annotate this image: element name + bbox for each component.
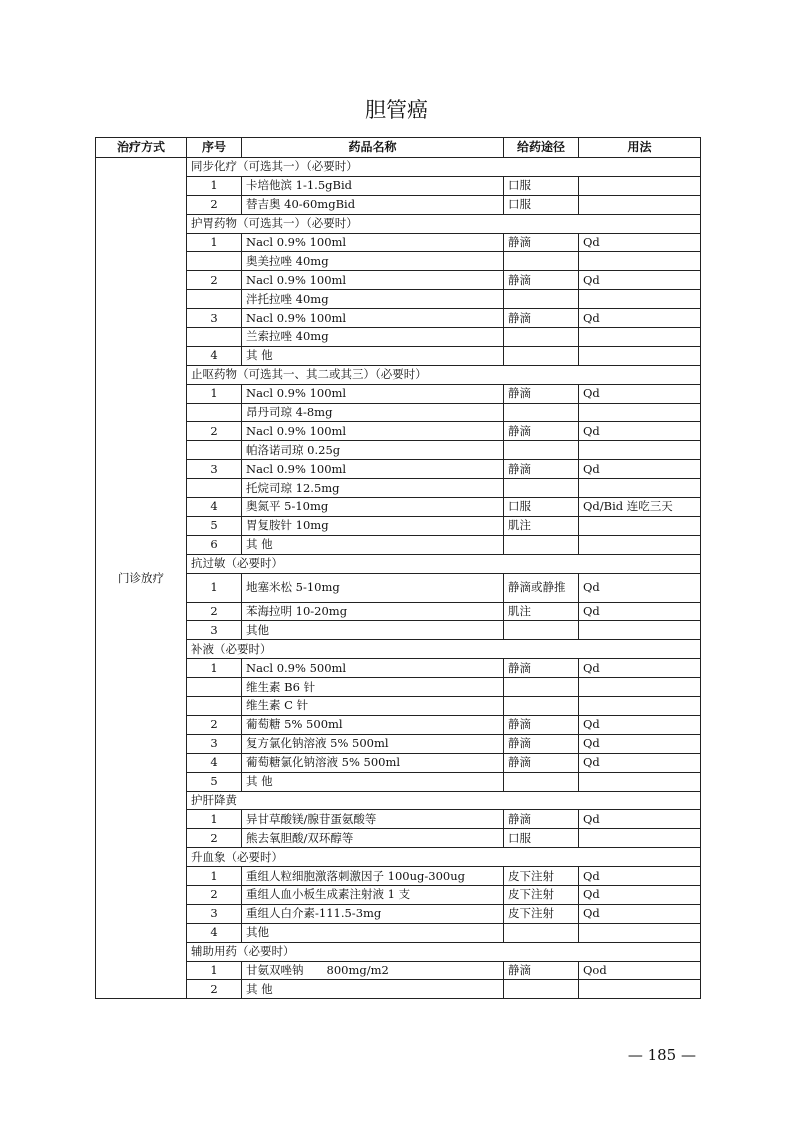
drug-name-cell: 重组人粒细胞激落刺激因子 100ug-300ug bbox=[242, 867, 504, 886]
route-cell: 肌注 bbox=[504, 602, 579, 621]
seq-cell: 3 bbox=[187, 309, 242, 328]
usage-cell bbox=[579, 678, 701, 697]
group-header-row bbox=[96, 158, 701, 177]
seq-cell: 4 bbox=[187, 346, 242, 365]
seq-cell: 2 bbox=[187, 980, 242, 999]
group-label: 辅助用药（必要时） bbox=[187, 942, 701, 961]
seq-cell bbox=[187, 290, 242, 309]
table-row bbox=[96, 479, 701, 498]
usage-cell bbox=[579, 328, 701, 347]
header-route: 给药途径 bbox=[504, 138, 579, 158]
table-row bbox=[96, 697, 701, 716]
drug-name-cell: 重组人血小板生成素注射液 1 支 bbox=[242, 885, 504, 904]
usage-cell: Qd bbox=[579, 573, 701, 602]
route-cell bbox=[504, 923, 579, 942]
drug-name-cell: 维生素 C 针 bbox=[242, 697, 504, 716]
drug-table bbox=[95, 137, 701, 999]
usage-cell: Qd bbox=[579, 602, 701, 621]
route-cell: 静滴 bbox=[504, 233, 579, 252]
group-header-row bbox=[96, 554, 701, 573]
table-row bbox=[96, 678, 701, 697]
usage-cell bbox=[579, 346, 701, 365]
group-label: 护胃药物（可选其一）（必要时） bbox=[187, 214, 701, 233]
route-cell: 静滴 bbox=[504, 659, 579, 678]
seq-cell: 1 bbox=[187, 233, 242, 252]
group-header-row bbox=[96, 791, 701, 810]
seq-cell: 1 bbox=[187, 659, 242, 678]
seq-cell: 2 bbox=[187, 885, 242, 904]
seq-cell: 5 bbox=[187, 772, 242, 791]
seq-cell bbox=[187, 678, 242, 697]
seq-cell bbox=[187, 328, 242, 347]
drug-name-cell: Nacl 0.9% 100ml bbox=[242, 384, 504, 403]
usage-cell: Qd bbox=[579, 384, 701, 403]
route-cell: 静滴或静推 bbox=[504, 573, 579, 602]
drug-name-cell: 甘氨双唑钠 800mg/m2 bbox=[242, 961, 504, 980]
route-cell: 口服 bbox=[504, 498, 579, 517]
seq-cell: 1 bbox=[187, 810, 242, 829]
drug-name-cell: 兰索拉唑 40mg bbox=[242, 328, 504, 347]
drug-name-cell: 异甘草酸镁/腺苷蛋氨酸等 bbox=[242, 810, 504, 829]
drug-name-cell: 葡萄糖 5% 500ml bbox=[242, 715, 504, 734]
table-row bbox=[96, 422, 701, 441]
seq-cell bbox=[187, 441, 242, 460]
usage-cell: Qd bbox=[579, 734, 701, 753]
usage-cell bbox=[579, 923, 701, 942]
seq-cell: 3 bbox=[187, 460, 242, 479]
seq-cell: 5 bbox=[187, 516, 242, 535]
table-row bbox=[96, 252, 701, 271]
route-cell bbox=[504, 252, 579, 271]
seq-cell: 4 bbox=[187, 498, 242, 517]
header-usage: 用法 bbox=[579, 138, 701, 158]
usage-cell bbox=[579, 772, 701, 791]
header-seq: 序号 bbox=[187, 138, 242, 158]
drug-name-cell: 维生素 B6 针 bbox=[242, 678, 504, 697]
drug-name-cell: Nacl 0.9% 100ml bbox=[242, 460, 504, 479]
group-label: 升血象（必要时） bbox=[187, 848, 701, 867]
table-header-row bbox=[96, 138, 701, 158]
usage-cell: Qd bbox=[579, 460, 701, 479]
route-cell bbox=[504, 621, 579, 640]
drug-name-cell: Nacl 0.9% 100ml bbox=[242, 271, 504, 290]
seq-cell: 2 bbox=[187, 602, 242, 621]
route-cell: 静滴 bbox=[504, 810, 579, 829]
usage-cell: Qd bbox=[579, 422, 701, 441]
usage-cell: Qd bbox=[579, 715, 701, 734]
table-row bbox=[96, 403, 701, 422]
route-cell: 静滴 bbox=[504, 271, 579, 290]
seq-cell bbox=[187, 403, 242, 422]
route-cell: 静滴 bbox=[504, 753, 579, 772]
route-cell: 皮下注射 bbox=[504, 867, 579, 886]
table-row bbox=[96, 176, 701, 195]
table-row bbox=[96, 516, 701, 535]
table-row bbox=[96, 441, 701, 460]
table-row bbox=[96, 980, 701, 999]
seq-cell: 2 bbox=[187, 715, 242, 734]
group-label: 护肝降黄 bbox=[187, 791, 701, 810]
table-row bbox=[96, 923, 701, 942]
usage-cell: Qd bbox=[579, 659, 701, 678]
table-row bbox=[96, 904, 701, 923]
drug-name-cell: 重组人白介素-111.5-3mg bbox=[242, 904, 504, 923]
usage-cell bbox=[579, 252, 701, 271]
seq-cell: 4 bbox=[187, 923, 242, 942]
seq-cell: 6 bbox=[187, 535, 242, 554]
group-header-row bbox=[96, 214, 701, 233]
usage-cell bbox=[579, 516, 701, 535]
table-row bbox=[96, 290, 701, 309]
group-label: 抗过敏（必要时） bbox=[187, 554, 701, 573]
table-row bbox=[96, 715, 701, 734]
usage-cell bbox=[579, 195, 701, 214]
usage-cell bbox=[579, 176, 701, 195]
table-row bbox=[96, 498, 701, 517]
usage-cell: Qd bbox=[579, 810, 701, 829]
usage-cell: Qd bbox=[579, 309, 701, 328]
drug-name-cell: Nacl 0.9% 500ml bbox=[242, 659, 504, 678]
table-row bbox=[96, 734, 701, 753]
header-name: 药品名称 bbox=[242, 138, 504, 158]
table-row bbox=[96, 810, 701, 829]
treatment-mode-cell: 门诊放疗 bbox=[96, 158, 187, 999]
seq-cell: 3 bbox=[187, 621, 242, 640]
usage-cell bbox=[579, 403, 701, 422]
drug-name-cell: 熊去氧胆酸/双环醇等 bbox=[242, 829, 504, 848]
drug-name-cell: 其 他 bbox=[242, 772, 504, 791]
route-cell: 静滴 bbox=[504, 460, 579, 479]
usage-cell bbox=[579, 697, 701, 716]
drug-name-cell: 泮托拉唑 40mg bbox=[242, 290, 504, 309]
usage-cell bbox=[579, 479, 701, 498]
drug-name-cell: 胃复胺针 10mg bbox=[242, 516, 504, 535]
drug-name-cell: 其他 bbox=[242, 923, 504, 942]
table-row bbox=[96, 621, 701, 640]
route-cell bbox=[504, 328, 579, 347]
group-header-row bbox=[96, 365, 701, 384]
route-cell: 静滴 bbox=[504, 309, 579, 328]
drug-name-cell: 奥美拉唑 40mg bbox=[242, 252, 504, 271]
route-cell bbox=[504, 290, 579, 309]
usage-cell bbox=[579, 535, 701, 554]
usage-cell: Qod bbox=[579, 961, 701, 980]
seq-cell: 4 bbox=[187, 753, 242, 772]
drug-name-cell: 昂丹司琼 4-8mg bbox=[242, 403, 504, 422]
route-cell bbox=[504, 772, 579, 791]
usage-cell: Qd bbox=[579, 233, 701, 252]
route-cell: 皮下注射 bbox=[504, 904, 579, 923]
table-row bbox=[96, 535, 701, 554]
table-row bbox=[96, 233, 701, 252]
route-cell: 静滴 bbox=[504, 734, 579, 753]
seq-cell: 2 bbox=[187, 422, 242, 441]
table-row bbox=[96, 867, 701, 886]
table-row bbox=[96, 384, 701, 403]
route-cell bbox=[504, 697, 579, 716]
seq-cell: 3 bbox=[187, 734, 242, 753]
drug-name-cell: 复方氯化钠溶液 5% 500ml bbox=[242, 734, 504, 753]
group-header-row bbox=[96, 848, 701, 867]
table-row bbox=[96, 195, 701, 214]
usage-cell bbox=[579, 829, 701, 848]
drug-name-cell: 苯海拉明 10-20mg bbox=[242, 602, 504, 621]
seq-cell: 1 bbox=[187, 176, 242, 195]
route-cell bbox=[504, 403, 579, 422]
group-label: 补液（必要时） bbox=[187, 640, 701, 659]
usage-cell: Qd/Bid 连吃三天 bbox=[579, 498, 701, 517]
route-cell bbox=[504, 980, 579, 999]
drug-name-cell: 奥氮平 5-10mg bbox=[242, 498, 504, 517]
seq-cell: 1 bbox=[187, 961, 242, 980]
route-cell: 口服 bbox=[504, 176, 579, 195]
drug-name-cell: Nacl 0.9% 100ml bbox=[242, 422, 504, 441]
seq-cell bbox=[187, 252, 242, 271]
seq-cell: 2 bbox=[187, 829, 242, 848]
seq-cell bbox=[187, 479, 242, 498]
page-number: — 185 — bbox=[627, 1046, 696, 1064]
route-cell: 皮下注射 bbox=[504, 885, 579, 904]
usage-cell: Qd bbox=[579, 867, 701, 886]
drug-name-cell: 卡培他滨 1-1.5gBid bbox=[242, 176, 504, 195]
route-cell bbox=[504, 441, 579, 460]
usage-cell: Qd bbox=[579, 753, 701, 772]
table-row bbox=[96, 460, 701, 479]
seq-cell: 1 bbox=[187, 867, 242, 886]
route-cell: 静滴 bbox=[504, 961, 579, 980]
table-row bbox=[96, 659, 701, 678]
route-cell bbox=[504, 479, 579, 498]
table-row bbox=[96, 309, 701, 328]
route-cell: 静滴 bbox=[504, 422, 579, 441]
seq-cell: 2 bbox=[187, 195, 242, 214]
table-row bbox=[96, 829, 701, 848]
route-cell bbox=[504, 678, 579, 697]
drug-name-cell: 葡萄糖氯化钠溶液 5% 500ml bbox=[242, 753, 504, 772]
usage-cell: Qd bbox=[579, 885, 701, 904]
table-row bbox=[96, 573, 701, 602]
table-row bbox=[96, 602, 701, 621]
seq-cell: 2 bbox=[187, 271, 242, 290]
seq-cell: 3 bbox=[187, 904, 242, 923]
seq-cell bbox=[187, 697, 242, 716]
seq-cell: 1 bbox=[187, 573, 242, 602]
page-title: 胆管癌 bbox=[365, 98, 428, 122]
usage-cell bbox=[579, 290, 701, 309]
route-cell bbox=[504, 535, 579, 554]
route-cell: 口服 bbox=[504, 195, 579, 214]
usage-cell: Qd bbox=[579, 904, 701, 923]
seq-cell: 1 bbox=[187, 384, 242, 403]
group-label: 同步化疗（可选其一）（必要时） bbox=[187, 158, 701, 177]
route-cell: 静滴 bbox=[504, 715, 579, 734]
header-mode: 治疗方式 bbox=[96, 138, 187, 158]
table-row bbox=[96, 346, 701, 365]
drug-name-cell: 托烷司琼 12.5mg bbox=[242, 479, 504, 498]
usage-cell bbox=[579, 980, 701, 999]
drug-name-cell: 其 他 bbox=[242, 346, 504, 365]
drug-name-cell: Nacl 0.9% 100ml bbox=[242, 309, 504, 328]
usage-cell bbox=[579, 441, 701, 460]
table-row bbox=[96, 271, 701, 290]
route-cell bbox=[504, 346, 579, 365]
group-header-row bbox=[96, 942, 701, 961]
table-row bbox=[96, 328, 701, 347]
usage-cell bbox=[579, 621, 701, 640]
drug-name-cell: 其他 bbox=[242, 621, 504, 640]
group-label: 止呕药物（可选其一、其二或其三）（必要时） bbox=[187, 365, 701, 384]
table-row bbox=[96, 753, 701, 772]
table-row bbox=[96, 772, 701, 791]
drug-name-cell: 其 他 bbox=[242, 535, 504, 554]
group-header-row bbox=[96, 640, 701, 659]
drug-name-cell: 地塞米松 5-10mg bbox=[242, 573, 504, 602]
table-row bbox=[96, 961, 701, 980]
drug-name-cell: 替吉奥 40-60mgBid bbox=[242, 195, 504, 214]
drug-name-cell: 帕洛诺司琼 0.25g bbox=[242, 441, 504, 460]
route-cell: 肌注 bbox=[504, 516, 579, 535]
route-cell: 静滴 bbox=[504, 384, 579, 403]
usage-cell: Qd bbox=[579, 271, 701, 290]
drug-name-cell: Nacl 0.9% 100ml bbox=[242, 233, 504, 252]
route-cell: 口服 bbox=[504, 829, 579, 848]
table-row bbox=[96, 885, 701, 904]
drug-name-cell: 其 他 bbox=[242, 980, 504, 999]
